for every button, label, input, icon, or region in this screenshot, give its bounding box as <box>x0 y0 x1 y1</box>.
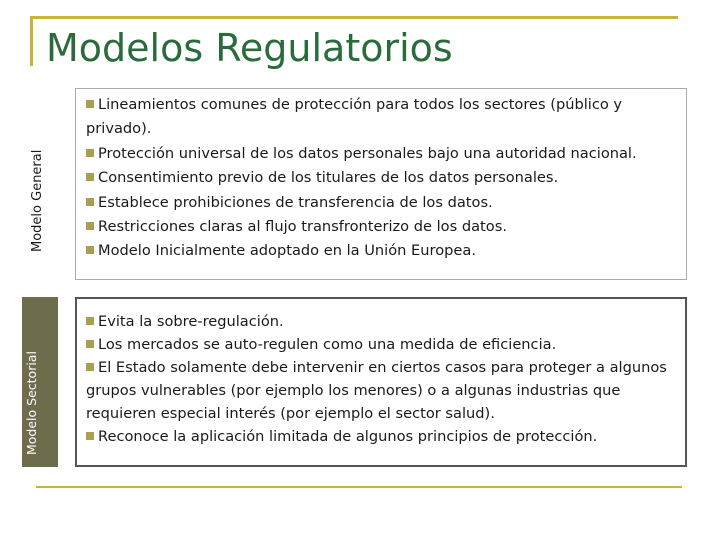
list-item: Modelo Inicialmente adoptado en la Unión Europea. <box>86 239 684 263</box>
list-item: Reconoce la aplicación limitada de algunos principios de protección. <box>86 425 684 448</box>
list-item: Consentimiento previo de los titulares de los datos personales. <box>86 166 684 190</box>
square-bullet-icon <box>86 363 94 371</box>
list-item: Protección universal de los datos personales bajo una autoridad nacional. <box>86 142 684 166</box>
frame-bottom-line <box>36 486 682 488</box>
list-item: Los mercados se auto-regulen como una medida de eficiencia. <box>86 333 684 356</box>
square-bullet-icon <box>86 222 94 230</box>
list-item: Lineamientos comunes de protección para todos los sectores (público y privado). <box>86 96 623 138</box>
list-item: Restricciones claras al flujo transfronterizo de los datos. <box>86 215 684 239</box>
square-bullet-icon <box>86 317 94 325</box>
modelo-sectorial-list <box>86 310 684 448</box>
square-bullet-icon <box>86 340 94 348</box>
frame-left-line <box>30 16 33 66</box>
square-bullet-icon <box>86 149 94 157</box>
list-item: Establece prohibiciones de transferencia de los datos. <box>86 191 684 215</box>
list-item: El Estado solamente debe intervenir en ciertos casos para proteger a algunos grupos vulnerables (por ejemplo los menores) o a algunas industrias que requieren especial interés (por ejemplo el sector salud). <box>86 359 667 422</box>
frame-top-line <box>30 16 678 19</box>
list-item: Evita la sobre-regulación. <box>86 310 684 333</box>
square-bullet-icon <box>86 173 94 181</box>
square-bullet-icon <box>86 198 94 206</box>
modelo-general-label: Modelo General <box>30 149 45 252</box>
square-bullet-icon <box>86 100 94 108</box>
square-bullet-icon <box>86 432 94 440</box>
modelo-sectorial-label: Modelo Sectorial <box>24 351 39 455</box>
square-bullet-icon <box>86 246 94 254</box>
page-title: Modelos Regulatorios <box>46 26 453 70</box>
modelo-general-list <box>86 93 684 264</box>
